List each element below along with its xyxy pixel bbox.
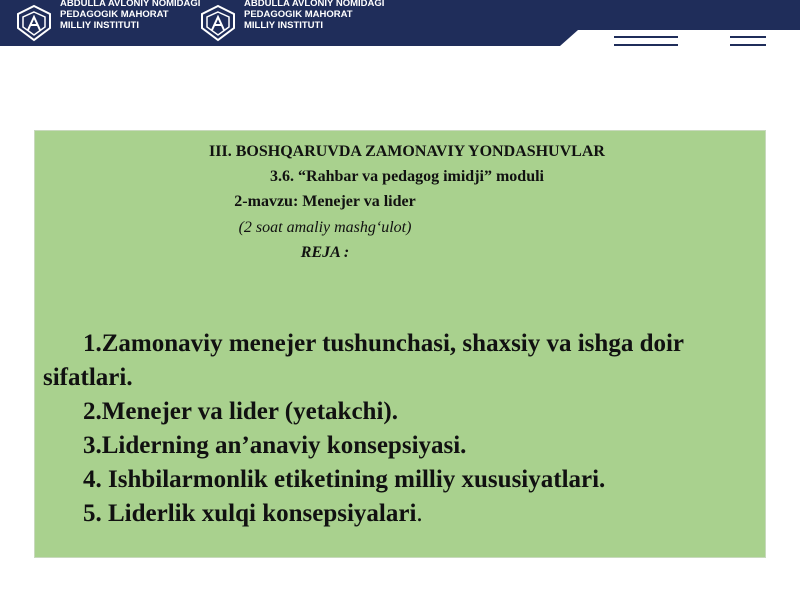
shield-logo-icon [14,4,54,42]
institute-name [60,0,200,31]
institute-logo-1 [14,0,200,46]
plan-item [43,497,753,531]
decor-line [730,44,766,46]
logo-line-1: ABDULLA AVLONIY NOMIDAGI [244,0,385,9]
plan-item-dot: . [416,500,423,527]
logo-line-3: MILLIY INSTITUTI [244,20,323,31]
plan-item: 4. Ishbilarmonlik etiketining milliy xususiyatlari. [83,466,606,493]
decor-line [614,44,678,46]
slide-content-box [34,130,766,558]
plan-list [43,327,753,531]
institute-logo-2 [198,0,384,46]
section-title: III. BOSHQARUVDA ZAMONAVIY YONDASHUVLAR [209,143,605,160]
plan-item: 2.Menejer va lider (yetakchi). [83,398,398,425]
shield-logo-icon [198,4,238,42]
plan-item: 3.Liderning an’anaviy konsepsiyasi. [83,432,467,459]
institute-name [244,0,384,31]
decor-line [730,36,766,38]
session-note: (2 soat amaliy mashg‘ulot) [238,219,412,236]
plan-item-text: 5. Liderlik xulqi konsepsiyalari [83,500,417,527]
topic-title: 2-mavzu: Menejer va lider [234,193,416,210]
logo-line-2: PEDAGOGIK MAHORAT [60,9,169,20]
logo-line-1: ABDULLA AVLONIY NOMIDAGI [60,0,201,9]
plan-item: 1.Zamonaviy menejer tushunchasi, shaxsiy va ishga doir sifatlari. [43,330,684,391]
module-title: 3.6. “Rahbar va pedagog imidji” moduli [270,168,544,185]
plan-heading: REJA : [300,244,350,261]
logo-line-2: PEDAGOGIK MAHORAT [244,9,353,20]
logo-line-3: MILLIY INSTITUTI [60,20,139,31]
decor-line [614,36,678,38]
header-bar [0,0,800,46]
